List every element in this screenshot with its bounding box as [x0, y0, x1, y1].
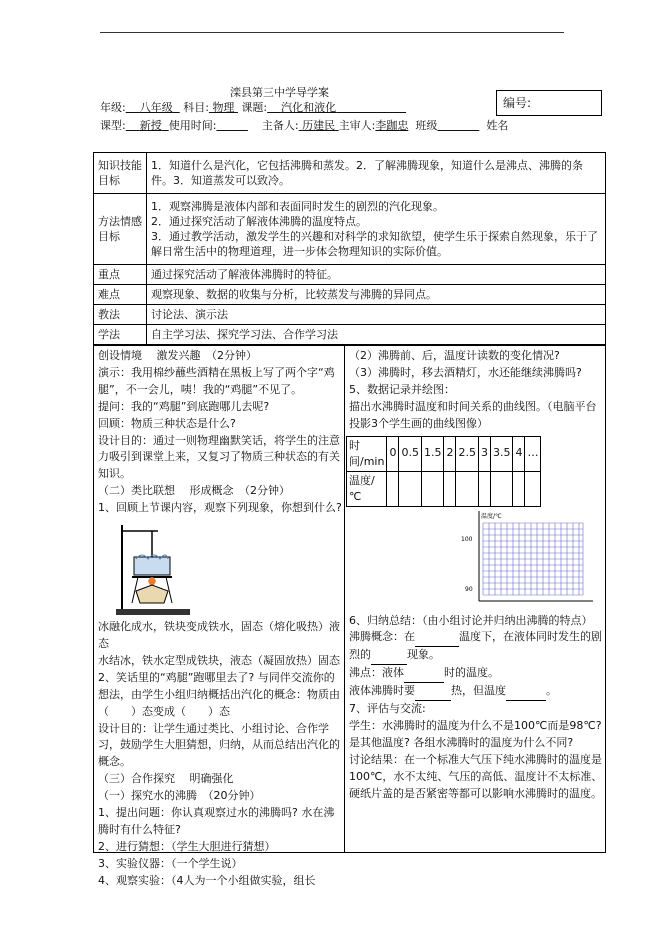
- column-divider: [344, 346, 345, 852]
- page-title: 滦县第三中学导学案: [230, 86, 329, 99]
- paragraph: 水结冰，铁水定型成铁块，液态（凝固放热）固态: [98, 653, 340, 667]
- temp-cell[interactable]: [478, 471, 490, 506]
- time-cell: 0: [387, 436, 399, 471]
- temp-cell[interactable]: [421, 471, 444, 506]
- goals-table: [93, 152, 606, 345]
- apparatus-figure: [98, 519, 342, 619]
- graph-gridlines: [483, 523, 583, 595]
- paragraph: 3、实验仪器：（一个学生说）: [98, 856, 243, 870]
- blank-field[interactable]: [415, 683, 451, 701]
- goal-row-method: [94, 194, 606, 265]
- time-cell: 0.5: [399, 436, 422, 471]
- temperature-row-label: 温度/℃: [347, 471, 387, 506]
- temp-cell[interactable]: [399, 471, 422, 506]
- graph-tick: 100: [461, 535, 473, 543]
- header-rule: [100, 32, 564, 33]
- goal-label: 重点: [94, 265, 147, 285]
- boiling-point-line: 沸点：液体 时的温度。: [349, 665, 603, 683]
- lesson-type-value: 新授: [139, 119, 162, 132]
- reviewer-value: 李跏忠: [375, 119, 409, 132]
- temperature-grid-graph: [459, 509, 599, 613]
- paragraph: 演示：我用棉纱蘸些酒精在黑板上写了两个字“鸡腿”，不一会儿，咦！我的“鸡腿”不见了。: [98, 365, 335, 396]
- time-cell: 2.5: [456, 436, 479, 471]
- paragraph: 设计目的：通过一则物理幽默笑话，将学生的注意力吸引到课堂上来，又复习了物质三种状态的有关知识。: [98, 433, 340, 481]
- time-cell: 4: [513, 436, 525, 471]
- goal-row-teaching: [94, 305, 606, 325]
- goal-text: 讨论法、演示法: [147, 305, 606, 325]
- boiling-apparatus-icon: [108, 519, 198, 619]
- temp-cell[interactable]: [387, 471, 399, 506]
- goal-row-key: [94, 265, 606, 285]
- paragraph: 学生：水沸腾时的温度为什么不是100℃而是98℃? 是其他温度? 各组水沸腾时的温度为什么不同?: [349, 718, 602, 749]
- temp-cell[interactable]: [525, 471, 541, 506]
- paragraph: （2）沸腾前、后，温度计读数的变化情况?: [349, 349, 560, 362]
- time-cell: 3: [478, 436, 490, 471]
- goal-text: 1．观察沸腾是液体内部和表面同时发生的剧烈的汽化现象。 2．通过探究活动了解液体沸腾的温度特点。 3．通过教学活动，激发学生的兴趣和对科学的求知欲望，使学生乐于探索自然现象，乐于了解日常生活中的物理道理，进一步体会物理知识的实际价值。: [147, 194, 606, 265]
- temperature-row: [347, 471, 541, 506]
- paragraph: 讨论结果：在一个标准大气压下纯水沸腾时的温度是100℃，水不太纯、气压的高低、温度计不太标准、硬纸片盖的是否紧密等都可以影响水沸腾时的温度。: [349, 752, 603, 800]
- paragraph: 描出水沸腾时温度和时间关系的曲线图。（电脑平台投影3个学生画的曲线图像）: [349, 399, 597, 430]
- left-column: [98, 348, 342, 890]
- graph-y-label: 温度/℃: [481, 512, 502, 520]
- blank-field[interactable]: [415, 629, 459, 647]
- goal-text: 自主学习法、探究学习法、合作学习法: [147, 325, 606, 345]
- blank-field[interactable]: [506, 683, 546, 701]
- time-cell: 2: [444, 436, 456, 471]
- paragraph: 1、回顾上节课内容，观察下列现象，你想到什么?: [98, 501, 342, 515]
- time-cell: 3.5: [490, 436, 513, 471]
- goal-label: 学法: [94, 325, 147, 345]
- temp-cell[interactable]: [513, 471, 525, 506]
- header-line-1: 年级: 八年级 科目: 物理 课题: 汽化和液化: [100, 101, 337, 114]
- header-line-2: 课型: 新授 使用时间: 主备人: 历建民 主审人:李跏忠 班级 姓名: [100, 119, 509, 132]
- section-heading: 7、评估与交流:: [349, 702, 426, 716]
- blank-field[interactable]: [404, 665, 444, 683]
- temp-cell[interactable]: [444, 471, 456, 506]
- paragraph: 4、观察实验：（4人为一个小组做实验，组长: [98, 873, 316, 887]
- temp-cell[interactable]: [490, 471, 513, 506]
- paragraph: 提问：我的“鸡腿”到底跑哪儿去呢?: [98, 399, 270, 413]
- paragraph: 回顾：物质三种状态是什么?: [98, 416, 236, 430]
- topic-value: 汽化和液化: [281, 101, 337, 114]
- time-row-label: 时间/min: [347, 436, 387, 471]
- goal-text: 通过探究活动了解液体沸腾时的特征。: [147, 265, 606, 285]
- graph-area: [349, 507, 603, 613]
- section-heading: （二）类比联想 形成概念 （2分钟）: [98, 484, 290, 498]
- time-row: [347, 436, 541, 471]
- absorb-heat-line: 液体沸腾时要 热，但温度 。: [349, 683, 603, 701]
- goal-label: 知识技能目标: [94, 153, 147, 194]
- data-record-table: [346, 436, 541, 507]
- subject-value: 物理: [212, 101, 235, 114]
- goal-text: 观察现象、数据的收集与分析，比较蒸发与沸腾的异同点。: [147, 285, 606, 305]
- number-box[interactable]: 编号:: [496, 90, 602, 116]
- paragraph: 2、笑话里的“鸡腿”跑哪里去了? 与同伴交流你的想法，由学生小组归纳概括出汽化的概念：物质由（ ）态变成（ ）态: [98, 670, 340, 718]
- paragraph: （一）探究水的沸腾 （20分钟）: [98, 789, 261, 803]
- right-column: [349, 348, 603, 803]
- graph-tick: 90: [465, 585, 473, 593]
- section-heading: 创设情境 激发兴趣 （2分钟）: [98, 349, 257, 362]
- paragraph: 1、提出问题：你认真观察过水的沸腾吗? 水在沸腾时有什么特征?: [98, 806, 335, 836]
- lesson-body: [93, 345, 606, 887]
- goal-label: 教法: [94, 305, 147, 325]
- goal-row-difficulty: [94, 285, 606, 305]
- main-prep-value: 历建民: [302, 119, 336, 132]
- paragraph: 设计目的：让学生通过类比、小组讨论、合作学习，鼓励学生大胆猜想，归纳，从而总结出汽化的概念。: [98, 721, 340, 769]
- paragraph: 5、数据记录并绘图：: [349, 382, 455, 396]
- time-cell: 1.5: [421, 436, 444, 471]
- temp-cell[interactable]: [456, 471, 479, 506]
- goal-text: 1．知道什么是汽化，它包括沸腾和蒸发。2．了解沸腾现象，知道什么是沸点、沸腾的条件。3．知道蒸发可以致冷。: [147, 153, 606, 194]
- grade-value: 八年级: [139, 101, 173, 114]
- goal-label: 难点: [94, 285, 147, 305]
- paragraph: 6、归纳总结：（由小组讨论并归纳出沸腾的特点）: [349, 613, 593, 627]
- paragraph: 2、进行猜想：（学生大胆进行猜想）: [98, 839, 276, 853]
- goal-label: 方法情感目标: [94, 194, 147, 265]
- boiling-concept-line: 沸腾概念：在 温度下，在液体同时发生的剧烈的 现象。: [349, 629, 603, 665]
- time-cell: …: [525, 436, 541, 471]
- blank-field[interactable]: [371, 647, 407, 665]
- paragraph: 冰融化成水，铁块变成铁水，固态（熔化吸热）液态: [98, 620, 340, 650]
- paragraph: （3）沸腾时，移去酒精灯，水还能继续沸腾吗?: [349, 365, 582, 379]
- goal-row-learning: [94, 325, 606, 345]
- section-heading: （三）合作探究 明确强化: [98, 772, 234, 786]
- goal-row-knowledge: [94, 153, 606, 194]
